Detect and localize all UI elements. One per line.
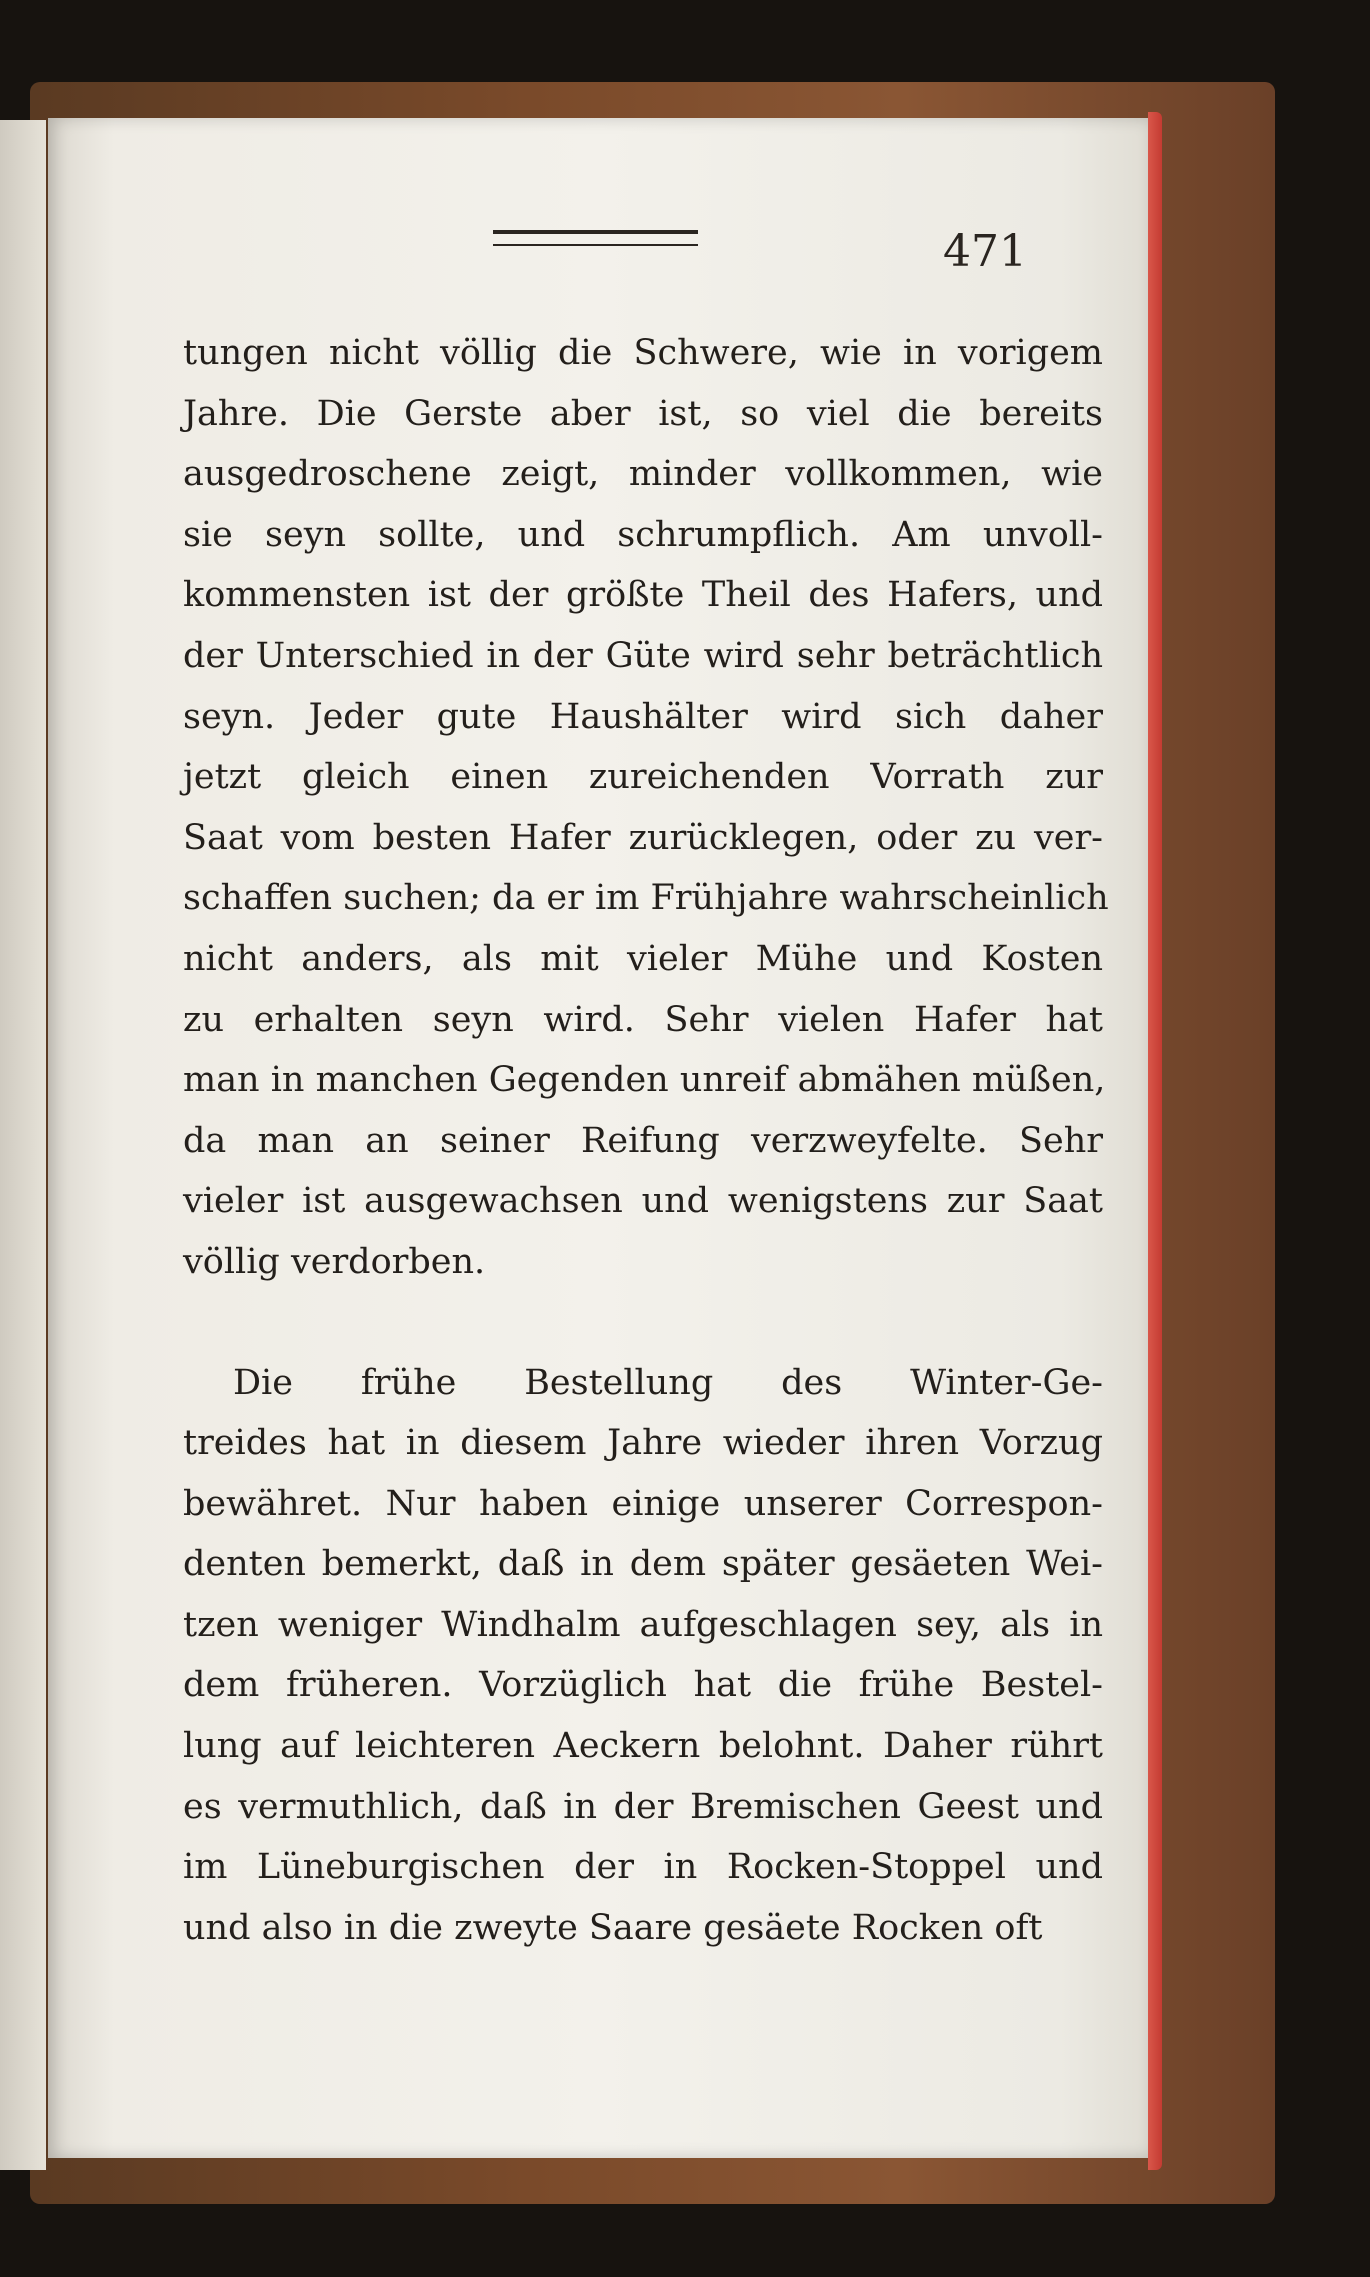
red-page-edges <box>1148 112 1162 2170</box>
text-line: da man an seiner Reifung verzweyfelte. Sehr <box>183 1120 1103 1161</box>
text-line: ausgedroschene zeigt, minder vollkommen, wie <box>183 454 1103 495</box>
text-line: es vermuthlich, daß in der Bremischen Geest und <box>183 1786 1103 1827</box>
book-page <box>48 118 1148 2158</box>
paragraph <box>183 323 1109 1293</box>
facing-page-edge <box>0 120 46 2170</box>
text-line: denten bemerkt, daß in dem später gesäeten Wei- <box>183 1544 1103 1585</box>
text-line: lung auf leichteren Aeckern belohnt. Daher rührt <box>183 1726 1103 1767</box>
paragraph <box>183 1353 1103 1959</box>
text-line: treides hat in diesem Jahre wieder ihren Vorzug <box>183 1423 1103 1464</box>
text-line: schaffen suchen; da er im Frühjahre wahrscheinlich <box>183 878 1109 919</box>
text-line: völlig verdorben. <box>183 1241 486 1282</box>
text-line: Die frühe Bestellung des Winter-Ge- <box>233 1362 1103 1403</box>
page-text <box>183 323 1109 1958</box>
text-line: kommensten ist der größte Theil des Hafers, und <box>183 575 1103 616</box>
header-rule <box>493 230 698 246</box>
text-line: bewähret. Nur haben einige unserer Correspon- <box>183 1483 1103 1524</box>
text-line: Jahre. Die Gerste aber ist, so viel die bereits <box>183 393 1103 434</box>
text-line: seyn. Jeder gute Haushälter wird sich daher <box>183 696 1103 737</box>
text-line: tzen weniger Windhalm aufgeschlagen sey, als in <box>183 1604 1103 1645</box>
text-line: und also in die zweyte Saare gesäete Rocken oft <box>183 1907 1043 1948</box>
text-line: man in manchen Gegenden unreif abmähen müßen, <box>183 1060 1106 1101</box>
text-line: vieler ist ausgewachsen und wenigstens zur Saat <box>183 1181 1103 1222</box>
text-line: im Lüneburgischen der in Rocken-Stoppel und <box>183 1847 1103 1888</box>
text-line: tungen nicht völlig die Schwere, wie in vorigem <box>183 333 1103 373</box>
text-line: der Unterschied in der Güte wird sehr beträchtlich <box>183 635 1103 676</box>
text-line: nicht anders, als mit vieler Mühe und Kosten <box>183 938 1103 979</box>
text-line: Saat vom besten Hafer zurücklegen, oder zu ver- <box>183 817 1103 858</box>
text-line: dem früheren. Vorzüglich hat die frühe Bestel- <box>183 1665 1103 1706</box>
text-line: jetzt gleich einen zureichenden Vorrath zur <box>183 757 1103 798</box>
page-number: 471 <box>943 226 1027 277</box>
text-line: sie seyn sollte, und schrumpflich. Am unvoll- <box>183 514 1103 555</box>
text-line: zu erhalten seyn wird. Sehr vielen Hafer hat <box>183 999 1103 1040</box>
paragraph-gap <box>183 1293 1103 1353</box>
